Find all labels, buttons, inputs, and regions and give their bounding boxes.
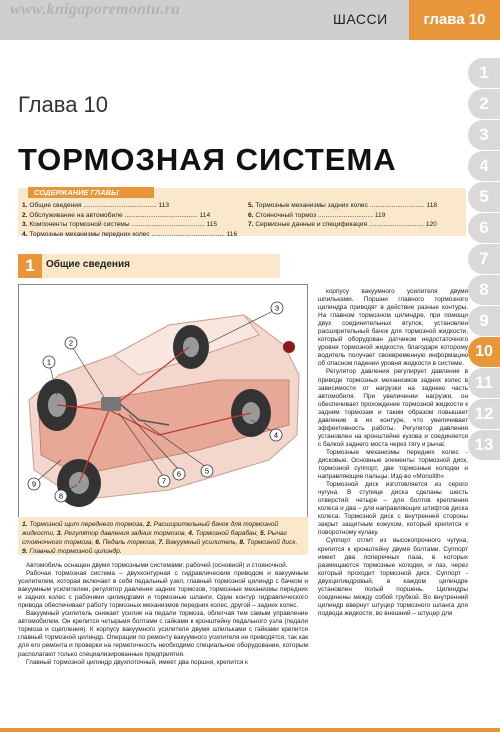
callout-6	[173, 468, 185, 480]
svg-text:6: 6	[176, 469, 182, 479]
callout-9	[28, 478, 40, 490]
svg-text:2: 2	[68, 338, 74, 348]
chapter-tab: глава 10	[409, 0, 500, 40]
figure-caption: 1. Тормозной щит переднего тормоза, 2. Расширительный бачок для тормозной жидкости, 3. Регулятор давления задних тормозов, 4. Тормозной барабан, 5. Рычаг стояночного тормоза, 6. Педаль тормоза, 7. Вакуумный усилитель, 8. Тормозной диск, 9. Главный тормозной цилиндр.	[18, 517, 308, 555]
page-header	[0, 0, 500, 40]
chapter-index-item: 2	[468, 89, 500, 119]
section-title: Общие сведения	[46, 259, 130, 270]
chapter-index-item: 11	[468, 368, 500, 398]
callout-4	[270, 429, 282, 441]
svg-text:1: 1	[46, 357, 52, 367]
body-paragraph: Вакуумный усилитель снижает усилие на педали тормоза, облегчая тем самым управление автомобилем. Он крепится четырьмя болтами с гайками к кронштейну педального узла (педали тормоза и сцепления). К корпусу вакуумного усилителя двумя шпильками с гайками крепится главный тормозной цилиндр. Операции по ремонту вакуумного усилителя не приводятся, так как для его ремонта и проверки на герметичность необходимо специальное оборудование, которым располагают только специализированные предприятия.	[18, 610, 308, 658]
toc-entry: 7. Сервисные данные и спецификация .............................. 120	[248, 221, 437, 228]
svg-text:7: 7	[161, 476, 167, 486]
callout-1	[43, 356, 55, 368]
bottom-strip	[0, 728, 500, 732]
chapter-index-item: 4	[468, 151, 500, 181]
body-paragraph: Тормозной диск изготовляется из серого чугуна. В ступице диска сделаны шесть отверстий: четыре – для болтов крепления колеса и два – для направляющих штифтов диска колеса. Тормозной диск с внутренней стороны закрыт защитным кожухом, который крепится к поворотному кулаку.	[318, 481, 468, 537]
chapter-index-item: 3	[468, 120, 500, 150]
chapter-index-item: 5	[468, 182, 500, 212]
toc-heading: СОДЕРЖАНИЕ ГЛАВЫ	[28, 187, 154, 198]
toc-right-column	[248, 201, 462, 230]
callout-2	[65, 337, 77, 349]
chapter-title: ТОРМОЗНАЯ СИСТЕМА	[18, 142, 397, 177]
section-number: 1	[18, 254, 42, 278]
section-heading	[18, 254, 280, 278]
callout-7	[158, 475, 170, 487]
body-paragraph: Автомобиль оснащен двумя тормозными системами: рабочей (основной) и стояночной.	[26, 562, 288, 569]
toc-left-column	[22, 201, 240, 239]
toc-entry: 3. Компоненты тормозной системы ........................................ 115	[22, 221, 218, 228]
body-paragraph: Тормозные механизмы передних колес - дисковые. Основные элементы: тормозной диск, тормозной суппорт, две тормозные колодки и направляющие пальцы. Изд-во «Monolith»	[318, 448, 468, 481]
watermark-text: www.knigaporemontu.ru	[10, 1, 181, 18]
svg-text:8: 8	[58, 491, 64, 501]
table-of-contents	[18, 188, 466, 236]
svg-text:9: 9	[31, 479, 37, 489]
svg-text:4: 4	[273, 430, 279, 440]
chapter-index-item: 13	[468, 430, 500, 460]
chapter-index-item: 6	[468, 213, 500, 243]
svg-text:3: 3	[274, 303, 280, 313]
chapter-index-item: 12	[468, 399, 500, 429]
toc-entry: 2. Обслуживание на автомобиле ........................................ 114	[22, 211, 211, 219]
chapter-label: Глава 10	[18, 92, 109, 117]
body-paragraph: Суппорт отлит из высокопрочного чугуна, крепится к кронштейну двумя болтами. Суппорт имеет два поперечных паза, в которых размещаются тормозные колодки, и паз, через который проходит тормозной диск. Суппорт - двухцилиндровый, в каждом цилиндре установлен полый поршень. Цилиндры соединены между собой трубкой. Во внутренний цилиндр ввернут штуцер тормозного шланга для подвода жидкости, во внешний – штуцер для	[318, 537, 468, 617]
toc-entry: 6. Стояночный тормоз .............................. 119	[248, 211, 386, 219]
body-paragraph: Главный тормозной цилиндр двухпоточный, имеет два поршня, крепится к	[26, 658, 248, 666]
brake-system-figure	[18, 284, 308, 519]
car-brake-illustration	[19, 285, 307, 518]
chapter-index-item: 10	[468, 337, 500, 367]
callout-3	[271, 302, 283, 314]
section-label: ШАССИ	[333, 11, 388, 27]
toc-entry: 4. Тормозные механизмы передних колес ........................................ 116	[22, 230, 238, 238]
callout-8	[55, 490, 67, 502]
body-text-right	[318, 288, 468, 618]
body-paragraph: Регулятор давления регулирует давление в приводе тормозных механизмов задних колес в зависимости от нагрузки на заднюю часть автомобиля. При увеличении нагрузки, он обеспечивает прохождение тормозной жидкости к задним тормозам и таким образом повышает давление в их контуре, что увеличивает эффективность работы. Регулятор давления установлен на кронштейне кузова и соединяется с балкой заднего моста через тягу и рычаг.	[318, 368, 468, 448]
svg-text:5: 5	[204, 466, 210, 476]
body-text-left	[18, 562, 308, 667]
chapter-index-item: 7	[468, 244, 500, 274]
rear-left-wheel	[173, 325, 209, 369]
body-paragraph: корпусу вакуумного усилителя двумя шпильками. Поршни главного тормозного цилиндра приводят в действие разные контуры. На главном тормозном цилиндре, при помощи двух соединительных втулок, установлен расширительный бачок для тормозной жидкости, который оборудован датчиком недостаточного уровня тормозной жидкости, благодаря которому водитель получает своевременную информацию об опасном падении уровня жидкости в системе.	[318, 288, 468, 368]
toc-entry: 1. Общие сведения ........................................ 113	[22, 202, 169, 209]
body-paragraph: Рабочая тормозная система – двухконтурная с гидравлическим приводом и вакуумным усилителем, которая включает в себя педальный узел, главный тормозной цилиндр с бачком и вакуумным усилителем, регулятор давления задних тормозов, тормозные механизмы передних и задних колес с рабочими цилиндрами и тормозные шланги. Один контур гидравлического привода обеспечивает работу тормозных механизмов передних колес, другой – задних колес.	[18, 570, 308, 610]
chapter-index-item: 9	[468, 306, 500, 336]
chapter-index-item: 1	[468, 58, 500, 88]
chapter-index-item: 8	[468, 275, 500, 305]
callout-5	[201, 465, 213, 477]
toc-entry: 5. Тормозные механизмы задних колес .............................. 118	[248, 202, 438, 209]
